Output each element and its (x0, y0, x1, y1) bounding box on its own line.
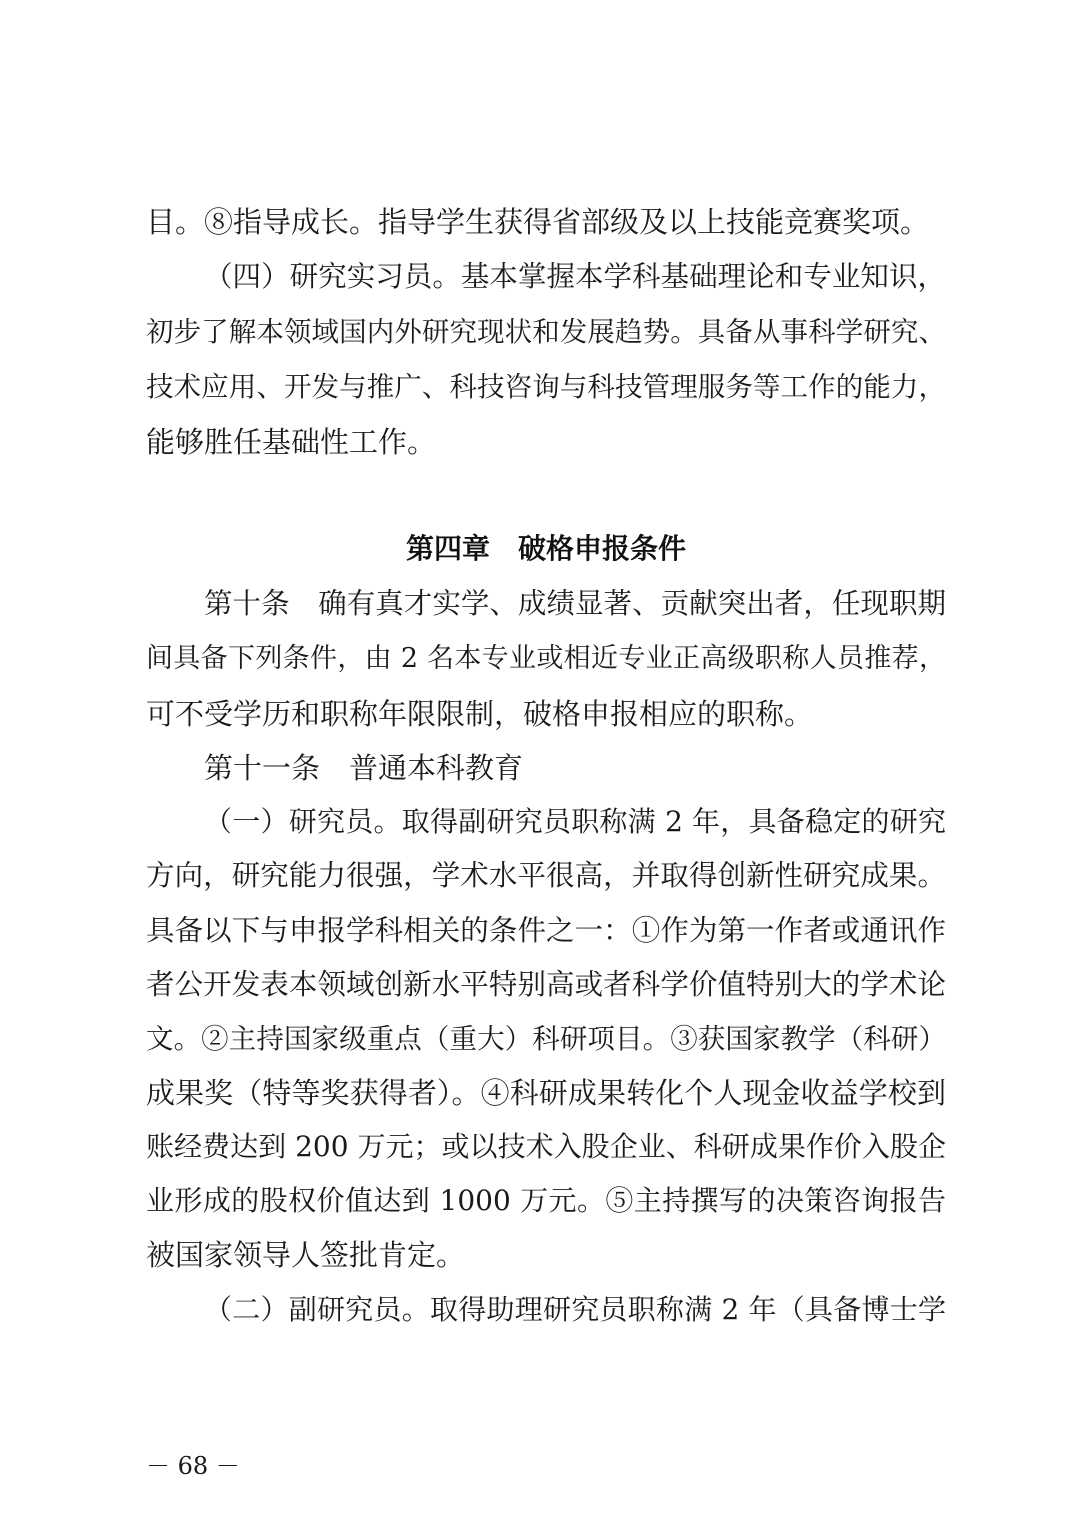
body-line: 成果奖（特等奖获得者）。④科研成果转化个人现金收益学校到 (146, 1076, 946, 1110)
body-line: 具备以下与申报学科相关的条件之一：①作为第一作者或通讯作 (146, 914, 946, 947)
page-number: － 68 － (146, 1452, 240, 1480)
body-line: 能够胜任基础性工作。 (146, 425, 437, 459)
article-title: 第十一条 普通本科教育 (204, 751, 524, 785)
body-line: 技术应用、开发与推广、科技咨询与科技管理服务等工作的能力， (146, 371, 946, 403)
chapter-heading: 第四章 破格申报条件 (405, 532, 686, 565)
body-line: 间具备下列条件，由 2 名本专业或相近专业正高级职称人员推荐， (146, 643, 946, 674)
body-line: 账经费达到 200 万元；或以技术入股企业、科研成果作价入股企 (146, 1130, 946, 1163)
body-line: 方向，研究能力很强，学术水平很高，并取得创新性研究成果。 (146, 859, 946, 892)
body-line: 目。⑧指导成长。指导学生获得省部级及以上技能竞赛奖项。 (146, 205, 930, 239)
body-line: 初步了解本领域国内外研究现状和发展趋势。具备从事科学研究、 (146, 316, 946, 348)
body-line: 者公开发表本领域创新水平特别高或者科学价值特别大的学术论 (146, 968, 946, 1001)
body-line: （二）副研究员。取得助理研究员职称满 2 年（具备博士学 (204, 1293, 946, 1326)
body-line: （一）研究员。取得副研究员职称满 2 年，具备稳定的研究 (204, 805, 946, 838)
body-line: 业形成的股权价值达到 1000 万元。⑤主持撰写的决策咨询报告 (146, 1184, 946, 1217)
body-line: 被国家领导人签批肯定。 (146, 1238, 466, 1272)
body-line: （四）研究实习员。基本掌握本学科基础理论和专业知识， (204, 260, 946, 293)
body-line: 文。②主持国家级重点（重大）科研项目。③获国家教学（科研） (146, 1023, 946, 1055)
body-line: 第十条 确有真才实学、成绩显著、贡献突出者，任现职期 (204, 587, 946, 620)
body-line: 可不受学历和职称年限限制，破格申报相应的职称。 (146, 697, 814, 731)
